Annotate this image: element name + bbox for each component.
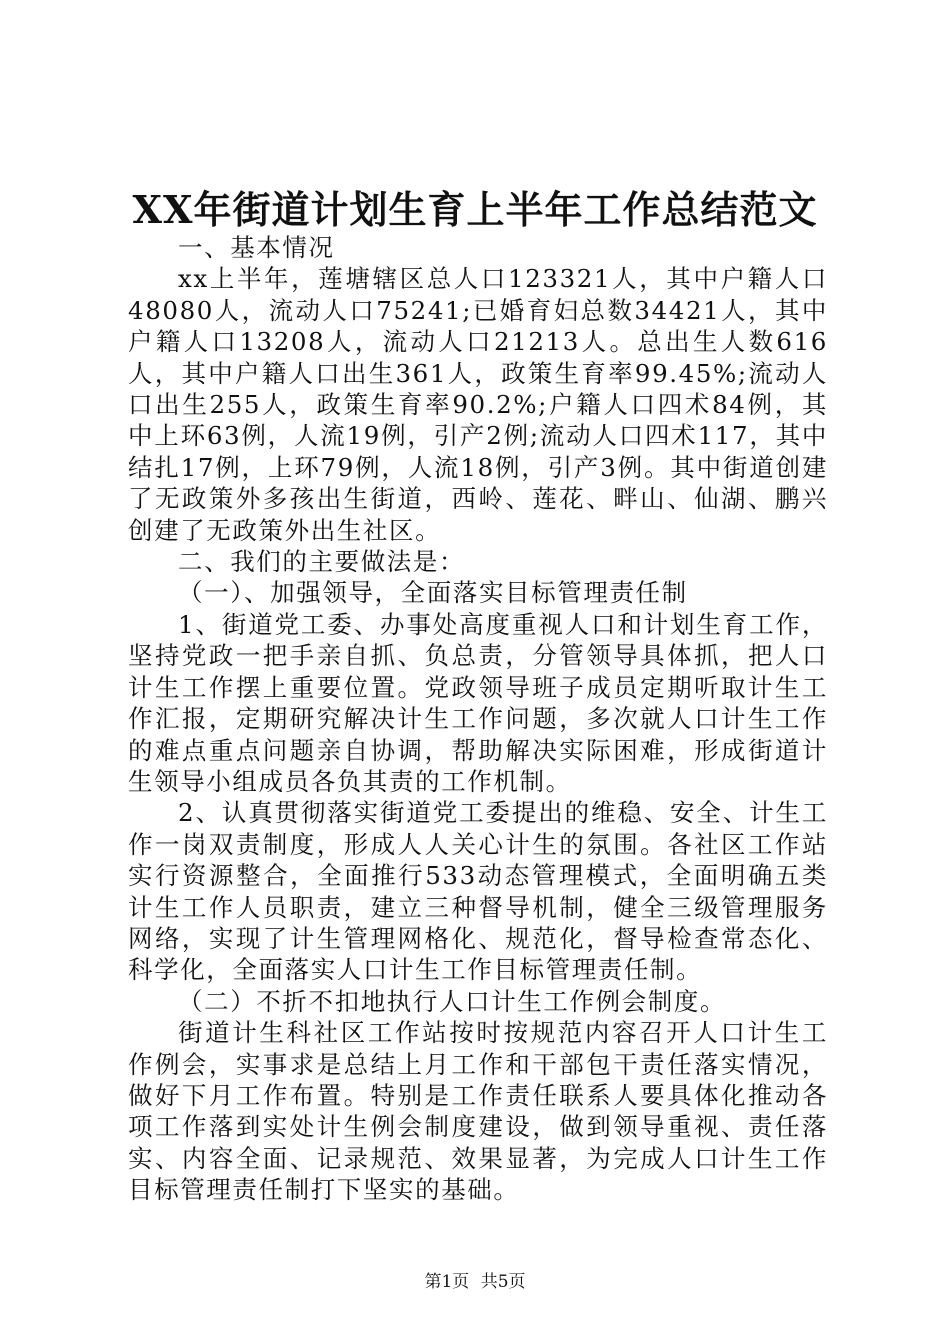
subsection-2-heading: （二）不折不扣地执行人口计生工作例会制度。 [178,986,727,1016]
document-title: XX年街道计划生育上半年工作总结范文 [132,187,818,232]
section-1-paragraph: xx上半年，莲塘辖区总人口123321人，其中户籍人口48080人，流动人口75241;已婚育妇总数34421人，其中户籍人口13208人，流动人口21213人。总出生人数616人，其中户籍人口出生361人，政策生育率99.45%;流动人口出生255人，政策生育率90.2%;户籍人口四术84例，其中上环63例，人流19例，引产2例;流动人口四术117，其中结扎17例，上环79例，人流18例，引产3例。其中街道创建了无政策外多孩出生街道，西岭、莲花、畔山、仙湖、鹏兴创建了无政策外出生社区。 [128,264,828,545]
page-number: 第1页 [424,1272,470,1292]
subsection-1-heading: （一）、加强领导，全面落实目标管理责任制 [178,578,688,608]
subsection-1-paragraph-2: 2、认真贯彻落实街道党工委提出的维稳、安全、计生工作一岗双责制度，形成人人关心计生的氛围。各社区工作站实行资源整合，全面推行533动态管理模式，全面明确五类计生工作人员职责，建立三种督导机制，健全三级管理服务网络，实现了计生管理网格化、规范化，督导检查常态化、科学化，全面落实人口计生工作目标管理责任制。 [128,798,828,985]
subsection-1-paragraph-1: 1、街道党工委、办事处高度重视人口和计划生育工作，坚持党政一把手亲自抓、负总责，分管领导具体抓，把人口计生工作摆上重要位置。党政领导班子成员定期听取计生工作汇报，定期研究解决计生工作问题，多次就人口计生工作的难点重点问题亲自协调，帮助解决实际困难，形成街道计生领导小组成员各负其责的工作机制。 [128,609,828,796]
document-body [128,232,828,1206]
page-footer [0,1270,950,1294]
page-total: 共5页 [480,1272,526,1292]
subsection-2-paragraph: 街道计生科社区工作站按时按规范内容召开人口计生工作例会，实事求是总结上月工作和干部包干责任落实情况，做好下月工作布置。特别是工作责任联系人要具体化推动各项工作落到实处计生例会制度建设，做到领导重视、责任落实、内容全面、记录规范、效果显著，为完成人口计生工作目标管理责任制打下坚实的基础。 [128,1018,828,1205]
section-1-heading: 一、基本情况 [178,233,335,262]
section-2-heading: 二、我们的主要做法是： [178,547,466,577]
